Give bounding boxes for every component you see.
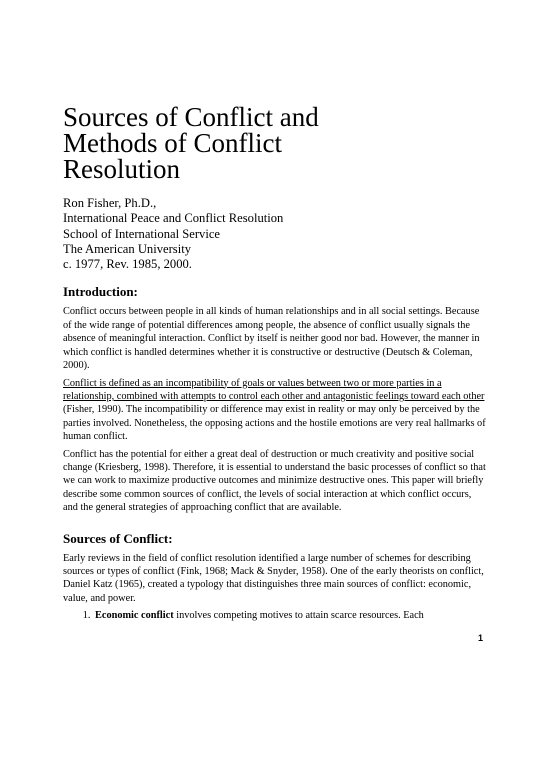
conflict-definition: Conflict is defined as an incompatibility of goals or values between two or more parties in a relationship, combined with attempts to control each other and antagonistic feelings toward each other bbox=[63, 377, 485, 402]
author-line: The American University bbox=[63, 241, 191, 256]
list-item-text: involves competing motives to attain scarce resources. Each bbox=[173, 610, 424, 622]
sources-heading: Sources of Conflict: bbox=[63, 530, 173, 546]
list-item-term: Economic conflict bbox=[95, 610, 174, 622]
author-line: Ron Fisher, Ph.D., bbox=[63, 196, 157, 210]
author-line: International Peace and Conflict Resolution bbox=[63, 211, 284, 226]
author-line: c. 1977, Rev. 1985, 2000. bbox=[63, 257, 192, 272]
intro-paragraph-3: Conflict has the potential for either a great deal of destruction or much creativity and positive social change (Kriesberg, 1998). Therefore, it is essential to understand the basic processes of conflict so that we can work to maximize productive outcomes and minimize destructive ones. This paper will briefly describe some common sources of conflict, the levels of social interaction at which conflict occurs, and the general strategies of approaching conflict that are available. bbox=[63, 448, 486, 514]
intro-paragraph-1: Conflict occurs between people in all kinds of human relationships and in all social settings. Because of the wide range of potential differences among people, the absence of conflict usually signals the absence of meaningful interaction. Conflict by itself is neither good nor bad. However, the manner in which conflict is handled determines whether it is constructive or destructive (Deutsch & Coleman, 2000). bbox=[63, 306, 480, 372]
intro-paragraph-2-rest: (Fisher, 1990). The incompatibility or difference may exist in reality or may only be perceived by the parties involved. Nonetheless, the opposing actions and the hostile emotions are very real hallmarks of human conflict. bbox=[63, 404, 486, 443]
sources-paragraph-1: Early reviews in the field of conflict resolution identified a large number of schemes for describing sources or types of conflict (Fink, 1968; Mack & Snyder, 1958). One of the early theorists on conflict, Daniel Katz (1965), created a typology that distinguishes three main sources of conflict: economic, value, and power. bbox=[63, 552, 484, 604]
intro-heading: Introduction: bbox=[63, 284, 138, 300]
page-number: 1 bbox=[478, 633, 484, 643]
document-content bbox=[63, 104, 487, 623]
author-line: School of International Service bbox=[63, 226, 221, 241]
author-block bbox=[63, 196, 487, 272]
title-line: Methods of Conflict bbox=[63, 128, 282, 158]
title-line: Resolution bbox=[63, 154, 181, 184]
title-line: Sources of Conflict and bbox=[63, 102, 319, 132]
intro-paragraph-2 bbox=[63, 377, 487, 444]
document-title bbox=[63, 104, 487, 182]
list-item bbox=[93, 609, 487, 622]
sources-list bbox=[63, 609, 487, 622]
